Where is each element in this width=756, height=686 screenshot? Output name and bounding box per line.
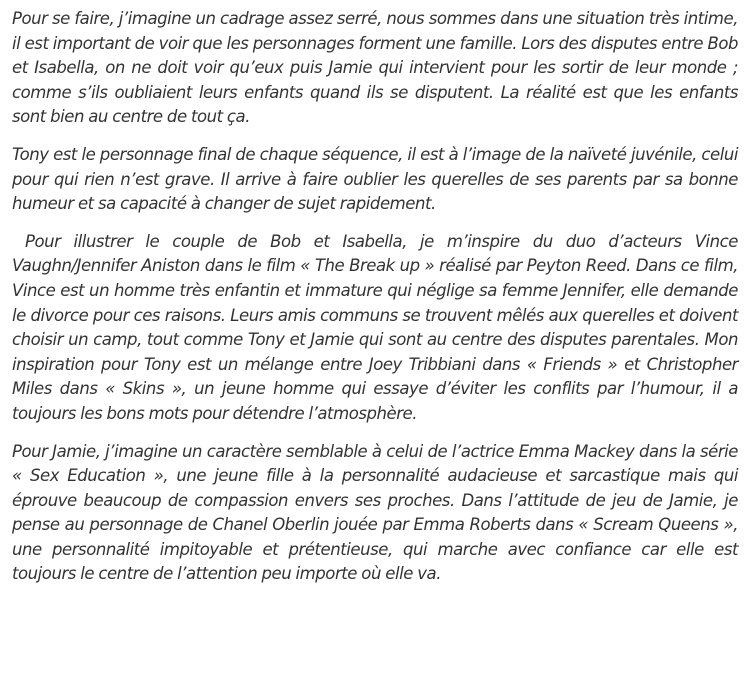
paragraph-tony: Tony est le personnage final de chaque séquence, il est à l’image de la naïveté juvénile, celui pour qui rien n’est grave. Il arrive à faire oublier les querelles de ses parents par sa bonne humeur et sa capacité à changer de sujet rapidement. <box>12 144 738 214</box>
paragraph-framing: Pour se faire, j’imagine un cadrage assez serré, nous sommes dans une situation très intime, il est important de voir que les personnages forment une famille. Lors des disputes entre Bob et Isabella, on ne doit voir qu’eux puis Jamie qui intervient pour les sortir de leur monde ; comme s’ils oubliaient leurs enfants quand ils se disputent. La réalité est que les enfants sont bien au centre de tout ça. <box>12 9 738 127</box>
paragraph-inspiration-couple: Pour illustrer le couple de Bob et Isabella, je m’inspire du duo d’acteurs Vince Vaughn/Jennifer Aniston dans le film « The Break up » réalisé par Peyton Reed. Dans ce film, Vince est un homme très enfantin et immature qui néglige sa femme Jennifer, elle demande le divorce pour ces raisons. Leurs amis communs se trouvent mêlés aux querelles et doivent choisir un camp, tout comme Tony et Jamie qui sont au centre des disputes parentales. Mon inspiration pour Tony est un mélange entre Joey Tribbiani dans « Friends » et Christopher Miles dans « Skins », un jeune homme qui essaye d’éviter les conflits par l’humour, il a toujours les bons mots pour détendre l’atmosphère. <box>12 231 743 423</box>
paragraph-jamie: Pour Jamie, j’imagine un caractère semblable à celui de l’actrice Emma Mackey dans la série « Sex Education », une jeune fille à la personnalité audacieuse et sarcastique mais qui éprouve beaucoup de compassion envers ses proches. Dans l’attitude de jeu de Jamie, je pense au personnage de Chanel Oberlin jouée par Emma Roberts dans « Scream Queens », une personnalité impitoyable et prétentieuse, qui marche avec confiance car elle est toujours le centre de l’attention peu importe où elle va. <box>12 441 738 584</box>
